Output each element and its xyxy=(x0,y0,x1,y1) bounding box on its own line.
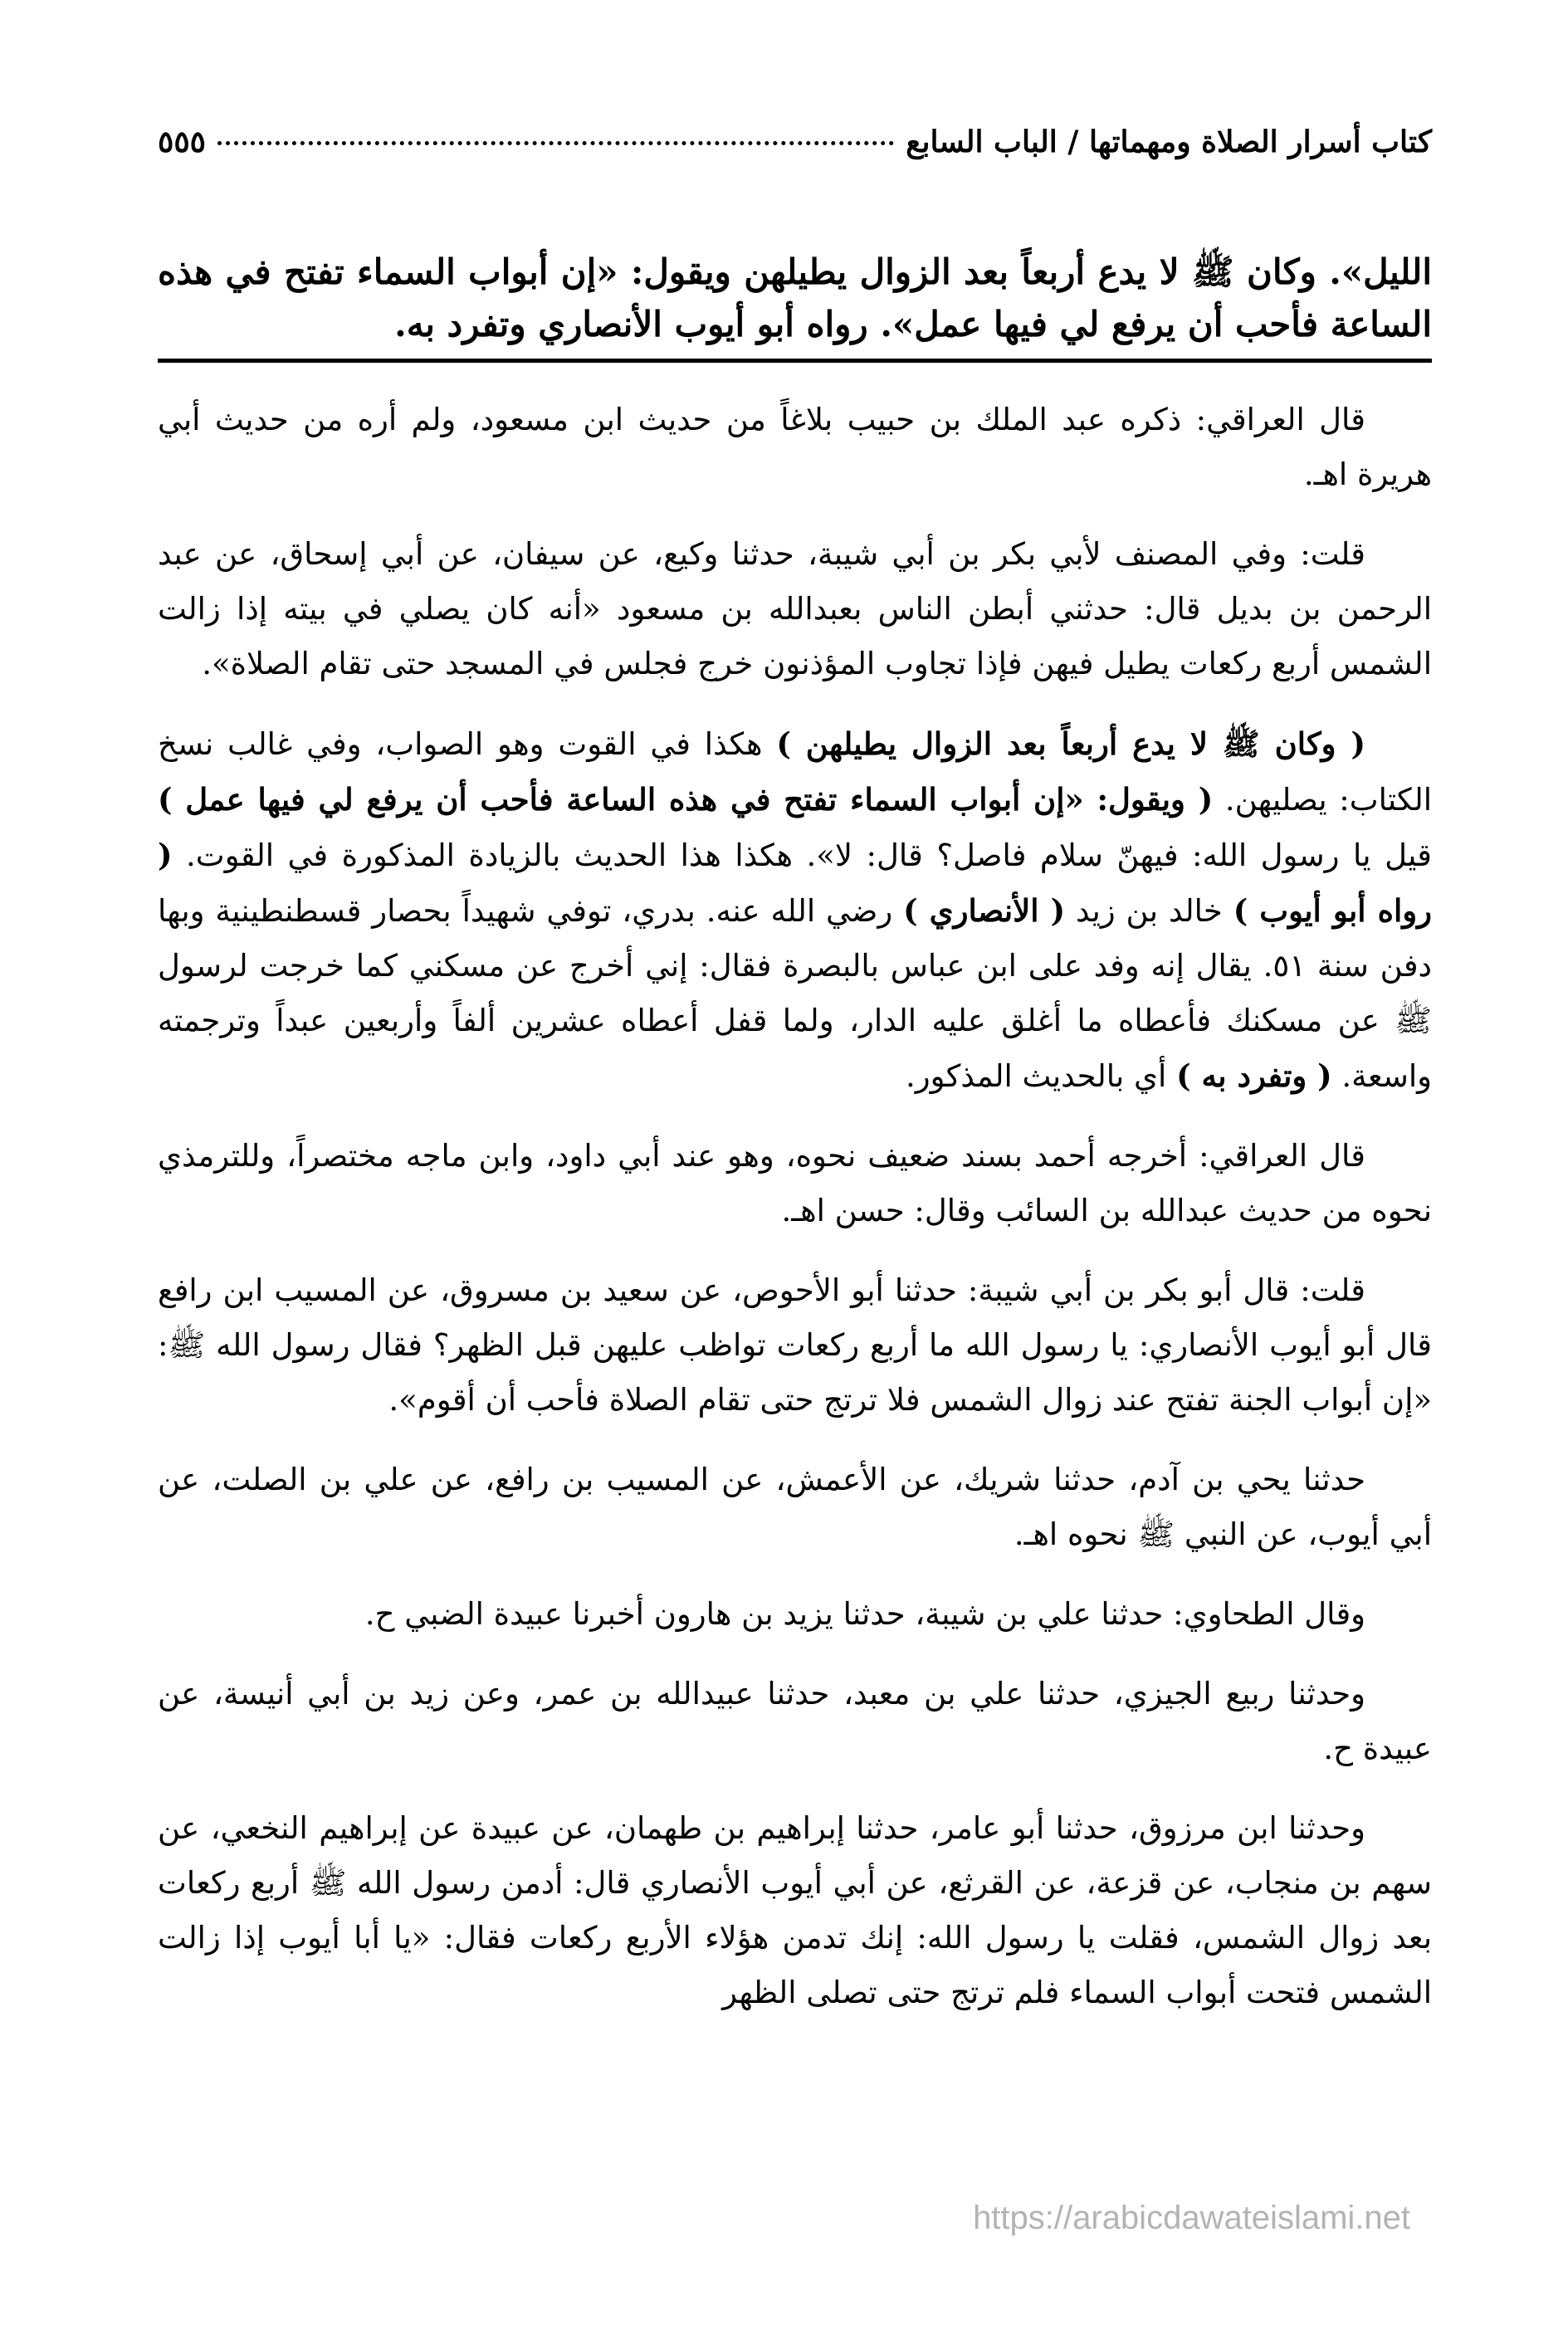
commentary-text: وحدثنا ربيع الجيزي، حدثنا علي بن معبد، حدثنا عبيدالله بن عمر، وعن زيد بن أبي أنيسة، عن عبيدة ح. xyxy=(158,1676,1432,1766)
main-text: الليل». وكان ﷺ لا يدع أربعاً بعد الزوال يطيلهن ويقول: «إن أبواب السماء تفتح في هذه الساعة فأحب أن يرفع لي فيها عمل». رواه أبو أيوب الأنصاري وتفرد به. xyxy=(158,251,1432,344)
commentary xyxy=(158,393,1432,2020)
commentary-text: قلت: وفي المصنف لأبي بكر بن أبي شيبة، حدثنا وكيع، عن سيفان، عن أبي إسحاق، عن عبد الرحمن بن بديل قال: حدثني أبطن الناس بعبدالله بن مسعود «أنه كان يصلي في بيته إذا زالت الشمس أربع ركعات يطيل فيهن فإذا تجاوب المؤذنون خرج فجلس في المسجد حتى تقام الصلاة». xyxy=(158,536,1432,681)
quoted-text-bold: ( وكان ﷺ لا يدع أربعاً بعد الزوال يطيلهن ) xyxy=(776,725,1366,762)
commentary-text: قال العراقي: أخرجه أحمد بسند ضعيف نحوه، وهو عند أبي داود، وابن ماجه مختصراً، وللترمذي نحوه من حديث عبدالله بن السائب وقال: حسن اهـ. xyxy=(158,1138,1432,1228)
quoted-text-bold: ( ويقول: «إن أبواب السماء تفتح في هذه الساعة فأحب أن يرفع لي فيها عمل ) xyxy=(158,781,1214,818)
commentary-text: حدثنا يحي بن آدم، حدثنا شريك، عن الأعمش، عن المسيب بن رافع، عن علي بن الصلت، عن أبي أيوب، عن النبي ﷺ نحوه اهـ. xyxy=(158,1462,1432,1552)
commentary-text: هكذا في القوت وهو الصواب، وفي غالب نسخ الكتاب: يصليهن. xyxy=(158,726,1432,818)
commentary-text: قال العراقي: ذكره عبد الملك بن حبيب بلاغاً من حديث ابن مسعود، ولم أره من حديث أبي هريرة اهـ. xyxy=(158,402,1432,492)
commentary-paragraph xyxy=(158,1587,1432,1642)
commentary-text: وحدثنا ابن مرزوق، حدثنا أبو عامر، حدثنا إبراهيم بن طهمان، عن عبيدة عن إبراهيم النخعي، عن سهم بن منجاب، عن قزعة، عن القرثع، عن أبي أيوب الأنصاري قال: أدمن رسول الله ﷺ أربع ركعات بعد زوال الشمس، فقلت يا رسول الله: إنك تدمن هؤلاء الأربع ركعات فقال: «يا أبا أيوب إذا زالت الشمس فتحت أبواب السماء فلم ترتج حتى تصلى الظهر xyxy=(158,1810,1432,2010)
commentary-text: رضي الله عنه. بدري، توفي شهيداً بحصار قسطنطينية وبها دفن سنة ٥١. يقال إنه وفد على ابن عباس بالبصرة فقال: إني أخرج عن مسكني كما خرجت لرسول ﷺ عن مسكنك فأعطاه ما أغلق عليه الدار، ولما قفل أعطاه عشرين ألفاً وأربعين عبداً وترجمته واسعة. xyxy=(158,893,1432,1094)
chapter-title: كتاب أسرار الصلاة ومهماتها / الباب السابع xyxy=(906,125,1432,159)
quoted-text-bold: ( الأنصاري ) xyxy=(903,892,1066,929)
commentary-paragraph xyxy=(158,1453,1432,1562)
commentary-paragraph xyxy=(158,1263,1432,1428)
running-header xyxy=(158,125,1432,191)
commentary-paragraph xyxy=(158,1129,1432,1238)
commentary-paragraph xyxy=(158,716,1432,1104)
commentary-text: قلت: قال أبو بكر بن أبي شيبة: حدثنا أبو الأحوص، عن سعيد بن مسروق، عن المسيب ابن رافع قال أبو أيوب الأنصاري: يا رسول الله ما أربع ركعات تواظب عليهن قبل الظهر؟ فقال رسول الله ﷺ: «إن أبواب الجنة تفتح عند زوال الشمس فلا ترتج حتى تقام الصلاة فأحب أن أقوم». xyxy=(158,1272,1432,1418)
quoted-text-bold: ( وتفرد به ) xyxy=(1176,1057,1332,1094)
commentary-paragraph xyxy=(158,527,1432,691)
commentary-paragraph xyxy=(158,393,1432,502)
leader-dots xyxy=(217,141,894,145)
book-page xyxy=(158,125,1432,2045)
page-number: ٥٥٥ xyxy=(158,125,207,159)
commentary-text: خالد بن زيد xyxy=(1065,893,1233,929)
watermark-url: https://arabicdawateislami.net xyxy=(973,2200,1410,2236)
commentary-paragraph xyxy=(158,1801,1432,2020)
quoted-text-bold: ( رواه أبو أيوب ) xyxy=(158,837,1432,929)
separator-rule xyxy=(158,359,1432,363)
commentary-text: قيل يا رسول الله: فيهنّ سلام فاصل؟ قال: لا». هكذا هذا الحديث بالزيادة المذكورة في القوت. xyxy=(172,837,1432,873)
commentary-text: أي بالحديث المذكور. xyxy=(906,1058,1177,1094)
commentary-paragraph xyxy=(158,1667,1432,1776)
commentary-text: وقال الطحاوي: حدثنا علي بن شيبة، حدثنا يزيد بن هارون أخبرنا عبيدة الضبي ح. xyxy=(364,1596,1365,1632)
